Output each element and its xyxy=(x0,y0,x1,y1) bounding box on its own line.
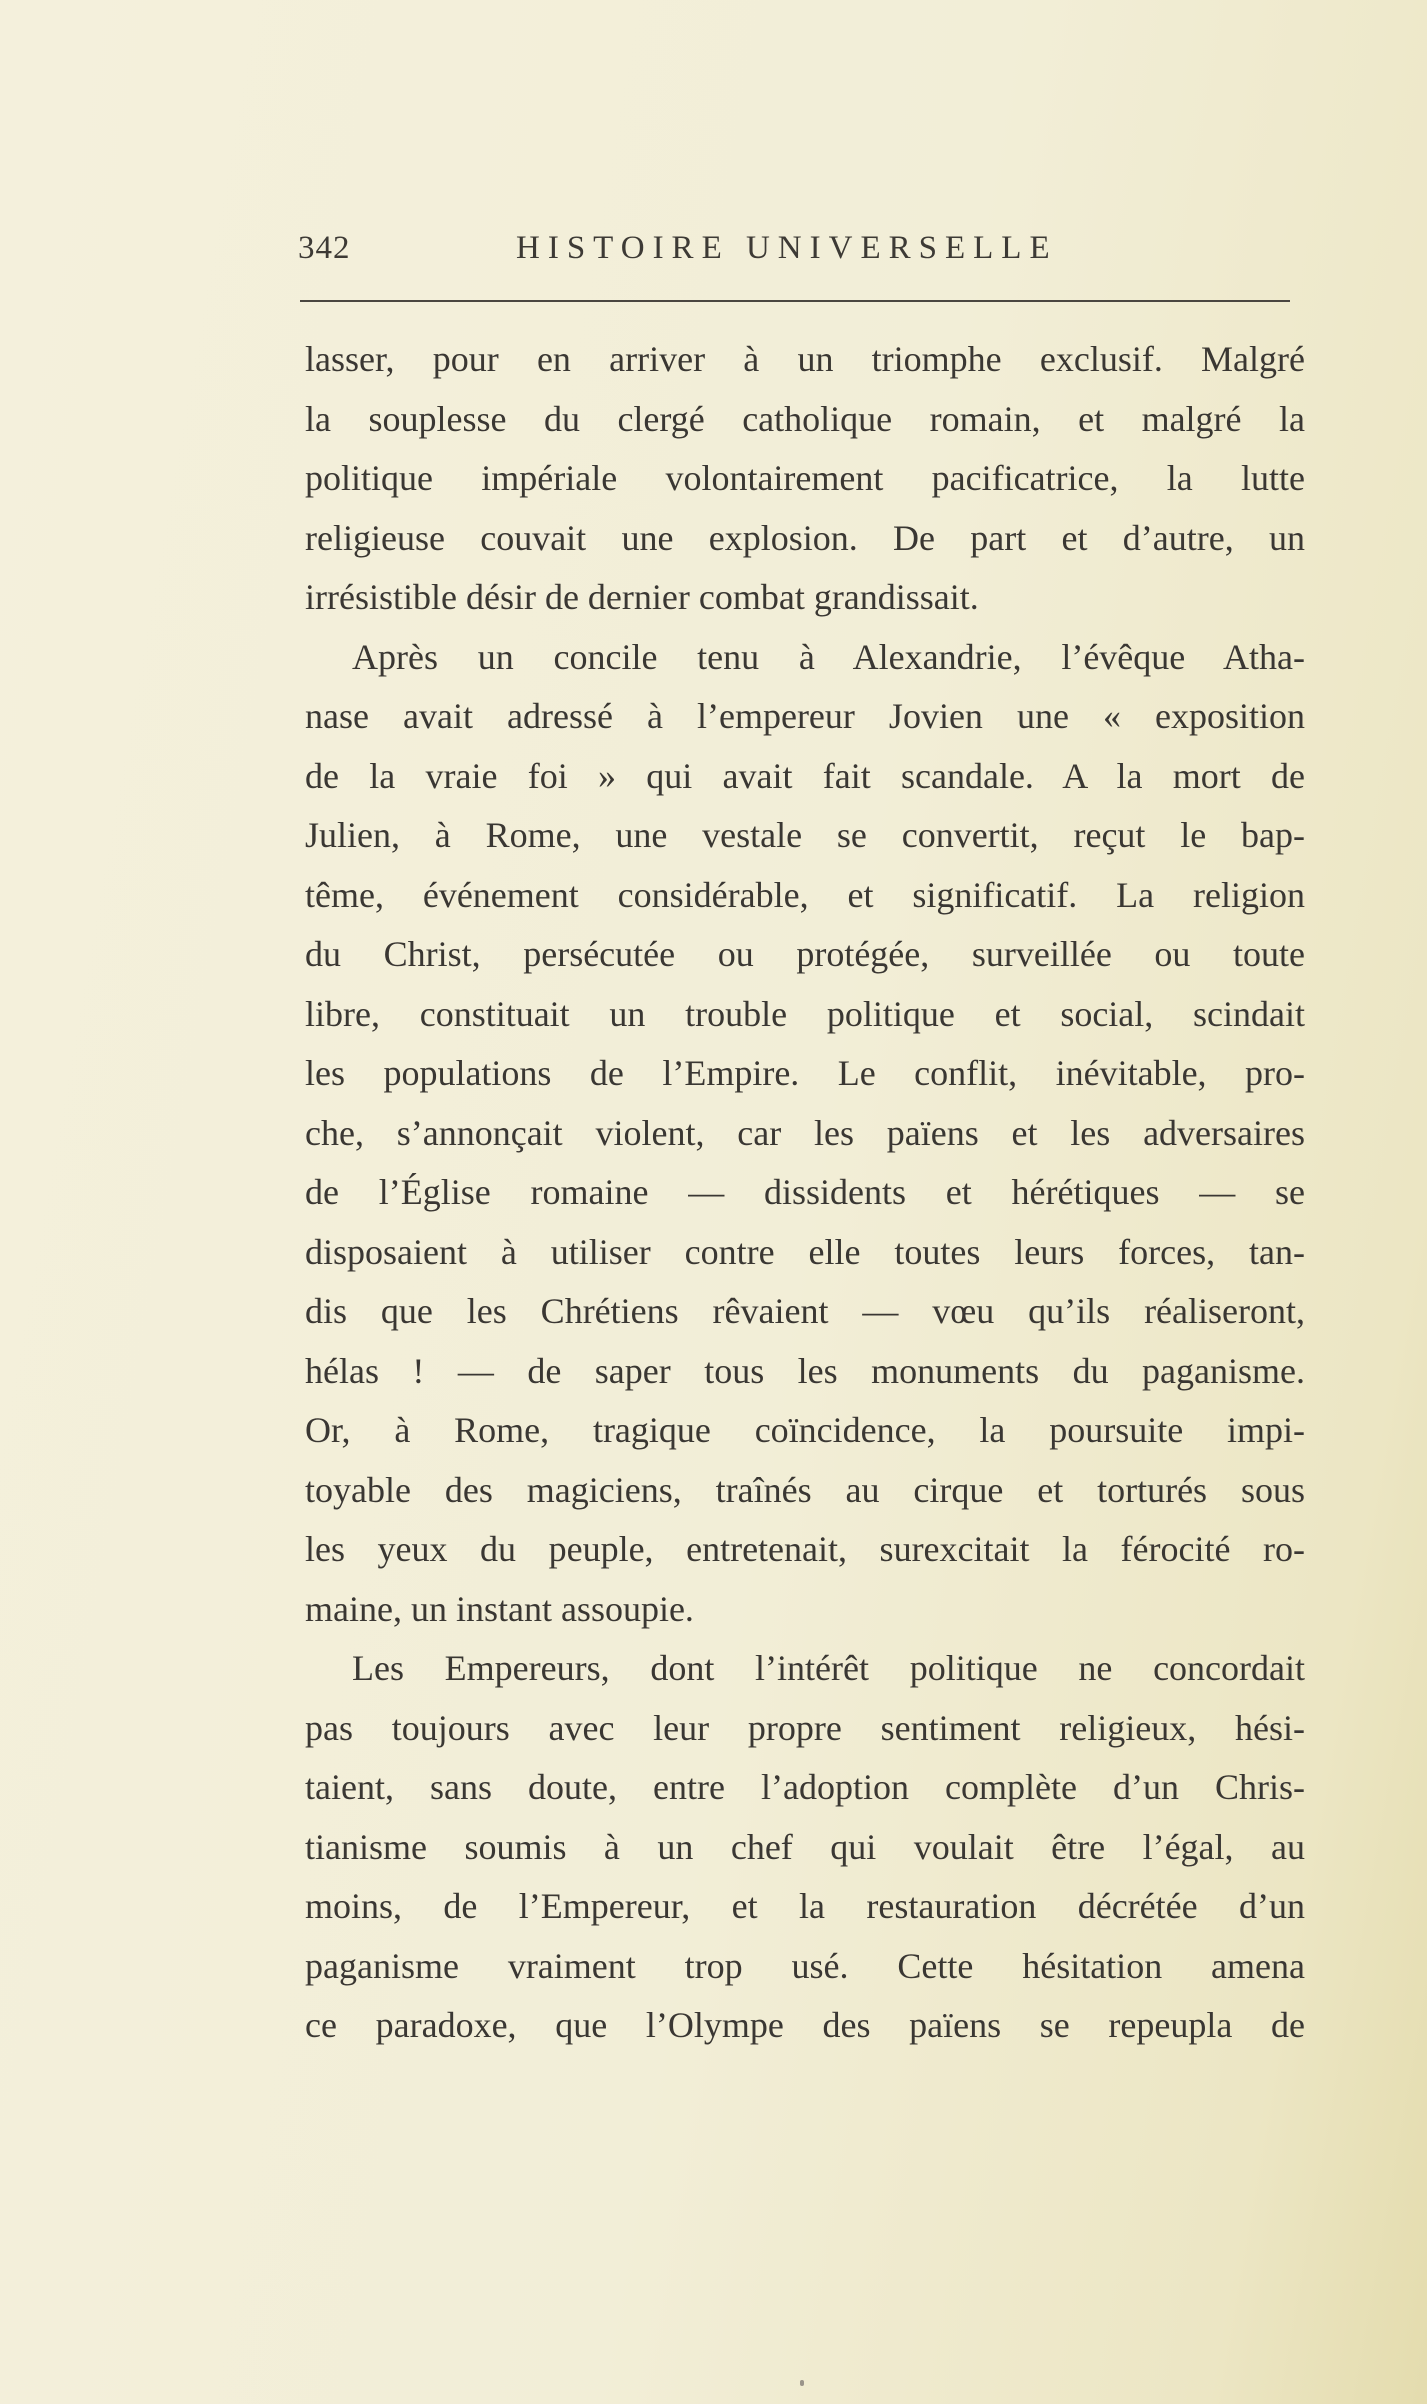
text-line: tême, événement considérable, et significatif. La religion xyxy=(305,874,1305,915)
text-line: tianisme soumis à un chef qui voulait être l’égal, au xyxy=(305,1826,1305,1867)
text-line: maine, un instant assoupie. xyxy=(305,1588,694,1629)
text-line: ce paradoxe, que l’Olympe des païens se repeupla de xyxy=(305,2005,1305,2045)
text-line: politique impériale volontairement pacificatrice, la lutte xyxy=(305,458,1305,498)
text-line: les populations de l’Empire. Le conflit, inévitable, pro- xyxy=(305,1053,1305,1093)
text-line: dis que les Chrétiens rêvaient — vœu qu’ils réaliseront, xyxy=(305,1291,1305,1331)
header-rule xyxy=(300,300,1290,302)
page-number: 342 xyxy=(298,230,351,266)
running-title: HISTOIRE UNIVERSELLE xyxy=(516,230,1058,266)
text-line: taient, sans doute, entre l’adoption complète d’un Chris- xyxy=(305,1767,1305,1807)
text-line: lasser, pour en arriver à un triomphe exclusif. Malgré xyxy=(305,339,1305,379)
text-line: disposaient à utiliser contre elle toutes leurs forces, tan- xyxy=(305,1231,1305,1272)
text-line: du Christ, persécutée ou protégée, surveillée ou toute xyxy=(305,934,1305,974)
text-line: libre, constituait un trouble politique et social, scindait xyxy=(305,993,1305,1034)
text-line: Or, à Rome, tragique coïncidence, la poursuite impi- xyxy=(305,1410,1305,1450)
text-line: paganisme vraiment trop usé. Cette hésitation amena xyxy=(305,1945,1305,1986)
text-line: hélas ! — de saper tous les monuments du paganisme. xyxy=(305,1350,1305,1391)
body-text xyxy=(305,330,1305,2056)
running-head xyxy=(298,230,1296,280)
text-line: Julien, à Rome, une vestale se convertit, reçut le bap- xyxy=(305,815,1305,855)
text-line: pas toujours avec leur propre sentiment religieux, hési- xyxy=(305,1707,1305,1748)
text-line: nase avait adressé à l’empereur Jovien une « exposition xyxy=(305,696,1305,736)
text-line: les yeux du peuple, entretenait, surexcitait la férocité ro- xyxy=(305,1529,1305,1569)
text-line: religieuse couvait une explosion. De part et d’autre, un xyxy=(305,517,1305,558)
text-line: irrésistible désir de dernier combat grandissait. xyxy=(305,577,979,617)
text-line: che, s’annonçait violent, car les païens et les adversaires xyxy=(305,1112,1305,1153)
paper-speck xyxy=(800,2380,804,2386)
text-line: moins, de l’Empereur, et la restauration décrétée d’un xyxy=(305,1886,1305,1926)
text-line: Après un concile tenu à Alexandrie, l’évêque Atha- xyxy=(352,636,1305,677)
text-line: de l’Église romaine — dissidents et hérétiques — se xyxy=(305,1172,1305,1212)
text-line: la souplesse du clergé catholique romain, et malgré la xyxy=(305,398,1305,439)
text-line: toyable des magiciens, traînés au cirque et torturés sous xyxy=(305,1469,1305,1510)
text-line: de la vraie foi » qui avait fait scandale. A la mort de xyxy=(305,755,1305,796)
text-line: Les Empereurs, dont l’intérêt politique ne concordait xyxy=(352,1648,1305,1688)
